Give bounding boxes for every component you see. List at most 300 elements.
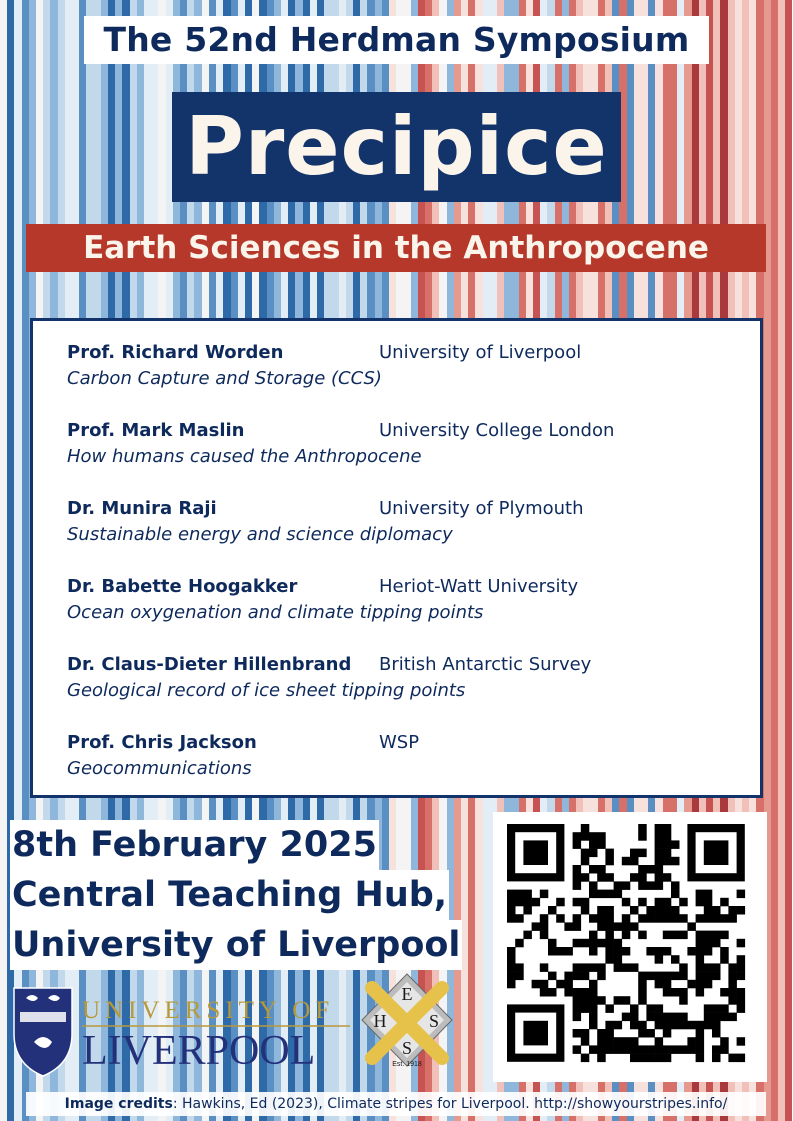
qr-module [614, 1037, 623, 1046]
qr-module [589, 840, 598, 849]
qr-module [597, 996, 606, 1005]
qr-module [737, 1037, 746, 1046]
speaker-talk-title: Carbon Capture and Storage (CCS) [67, 368, 382, 389]
qr-module [589, 890, 598, 899]
climate-stripe [0, 0, 7, 1121]
qr-module [663, 898, 672, 907]
qr-module [573, 1045, 582, 1054]
qr-module [671, 840, 680, 849]
event-subtitle: Earth Sciences in the Anthropocene [26, 224, 766, 272]
qr-module [564, 972, 573, 981]
qr-module [523, 840, 548, 865]
qr-module [638, 931, 647, 940]
qr-module [630, 1004, 639, 1013]
qr-module [663, 972, 672, 981]
qr-module [720, 1037, 729, 1046]
qr-module [515, 914, 524, 923]
qr-module [655, 955, 664, 964]
qr-module [696, 1037, 705, 1046]
qr-module [523, 898, 532, 907]
qr-module [564, 980, 573, 989]
qr-module [523, 1021, 548, 1046]
qr-module [663, 1045, 672, 1054]
qr-module [589, 1004, 598, 1013]
society-est-year: Est. 1918 [392, 1061, 422, 1068]
qr-module [581, 898, 590, 907]
qr-module [646, 865, 655, 874]
qr-module [646, 1054, 655, 1063]
university-wordmark-top: UNIVERSITY OF [82, 997, 335, 1024]
qr-module [696, 1045, 705, 1054]
event-venue-line2: University of Liverpool [10, 920, 462, 970]
qr-module [696, 972, 705, 981]
qr-module [663, 1054, 672, 1063]
qr-module [712, 906, 721, 915]
qr-module [556, 980, 565, 989]
speaker-talk-title: Geocommunications [67, 758, 252, 779]
image-credits-label: Image credits [64, 1096, 173, 1112]
qr-module [663, 857, 672, 866]
qr-module [655, 1004, 664, 1013]
qr-module [720, 947, 729, 956]
qr-module [540, 922, 549, 931]
qr-module [638, 996, 647, 1005]
qr-module [581, 873, 590, 882]
symposium-title: The 52nd Herdman Symposium [84, 16, 709, 64]
qr-module [704, 980, 713, 989]
qr-module [663, 849, 672, 858]
qr-module [737, 972, 746, 981]
speaker-name: Dr. Munira Raji [67, 498, 217, 519]
qr-module [704, 931, 713, 940]
qr-module [704, 963, 713, 972]
qr-module [622, 1037, 631, 1046]
qr-module [614, 947, 623, 956]
qr-module [589, 914, 598, 923]
qr-module [696, 898, 705, 907]
qr-module [655, 906, 664, 915]
qr-module [679, 898, 688, 907]
qr-module [655, 1021, 664, 1030]
qr-module [737, 906, 746, 915]
qr-module [655, 1054, 664, 1063]
qr-module [704, 1013, 713, 1022]
qr-module [581, 988, 590, 997]
qr-module [671, 1045, 680, 1054]
speaker-affiliation: WSP [379, 732, 420, 753]
qr-module [671, 1013, 680, 1022]
qr-module [638, 1029, 647, 1038]
qr-module [671, 881, 680, 890]
qr-module [622, 931, 631, 940]
qr-module [704, 1021, 713, 1030]
qr-module [663, 914, 672, 923]
qr-module [605, 914, 614, 923]
qr-module [671, 1021, 680, 1030]
qr-module [712, 1013, 721, 1022]
university-wordmark [82, 997, 350, 1074]
qr-module [540, 914, 549, 923]
qr-module [597, 906, 606, 915]
qr-module [638, 1021, 647, 1030]
qr-module [614, 881, 623, 890]
speaker-name: Prof. Mark Maslin [67, 420, 245, 441]
qr-module [638, 881, 647, 890]
qr-module [671, 972, 680, 981]
qr-module [597, 873, 606, 882]
qr-module [507, 972, 516, 981]
speaker-talk-title: Geological record of ice sheet tipping points [67, 680, 466, 701]
qr-module [679, 931, 688, 940]
qr-module [630, 1021, 639, 1030]
qr-module [573, 922, 582, 931]
image-credits-text: : Hawkins, Ed (2023), Climate stripes for Liverpool. http://showyourstripes.info/ [172, 1096, 728, 1112]
qr-module [523, 890, 532, 899]
qr-module [679, 988, 688, 997]
qr-module [655, 832, 664, 841]
qr-module [630, 1037, 639, 1046]
qr-module [597, 922, 606, 931]
qr-module [614, 890, 623, 899]
qr-module [605, 1021, 614, 1030]
qr-module [671, 906, 680, 915]
qr-module [638, 824, 647, 833]
qr-module [597, 865, 606, 874]
qr-module [655, 898, 664, 907]
qr-module [638, 898, 647, 907]
qr-module [597, 963, 606, 972]
qr-module [655, 840, 664, 849]
qr-module [655, 857, 664, 866]
qr-module [630, 849, 639, 858]
qr-module [622, 914, 631, 923]
qr-module [720, 931, 729, 940]
qr-module [704, 939, 713, 948]
qr-module [728, 914, 737, 923]
qr-module [687, 947, 696, 956]
qr-module [507, 955, 516, 964]
qr-module [737, 963, 746, 972]
qr-module [720, 1013, 729, 1022]
society-letter-bottom: S [401, 1038, 413, 1058]
qr-module [646, 1045, 655, 1054]
climate-stripe [771, 0, 778, 1121]
qr-module [679, 972, 688, 981]
qr-module [630, 873, 639, 882]
logos-row [12, 972, 482, 1078]
qr-module [638, 1045, 647, 1054]
qr-module [671, 890, 680, 899]
qr-module [622, 1045, 631, 1054]
qr-module [564, 947, 573, 956]
qr-module [597, 832, 606, 841]
qr-module [638, 972, 647, 981]
qr-module [671, 988, 680, 997]
society-letter-top: E [401, 984, 413, 1004]
qr-module [540, 988, 549, 997]
qr-module [573, 881, 582, 890]
qr-module [712, 931, 721, 940]
qr-module [679, 1021, 688, 1030]
qr-module [712, 963, 721, 972]
qr-module [589, 931, 598, 940]
qr-module [663, 1021, 672, 1030]
qr-module [728, 1054, 737, 1063]
qr-module [728, 996, 737, 1005]
qr-module [573, 1004, 582, 1013]
qr-module [573, 1013, 582, 1022]
qr-module [589, 939, 598, 948]
qr-module [581, 972, 590, 981]
qr-module [548, 939, 557, 948]
qr-module [655, 1013, 664, 1022]
qr-module [622, 898, 631, 907]
qr-module [622, 881, 631, 890]
qr-module [663, 947, 672, 956]
qr-module [720, 1045, 729, 1054]
qr-module [630, 1013, 639, 1022]
qr-module [712, 1045, 721, 1054]
qr-module [728, 963, 737, 972]
qr-module [663, 824, 672, 833]
qr-module [581, 824, 590, 833]
qr-module [655, 980, 664, 989]
qr-module [556, 947, 565, 956]
climate-stripe [785, 0, 792, 1121]
qr-module [622, 922, 631, 931]
qr-module [671, 931, 680, 940]
qr-module [696, 1021, 705, 1030]
qr-module [638, 914, 647, 923]
event-details [10, 820, 480, 970]
qr-module [720, 1004, 729, 1013]
qr-module [704, 906, 713, 915]
qr-module [597, 840, 606, 849]
qr-module [605, 947, 614, 956]
qr-module [614, 1045, 623, 1054]
qr-module [671, 914, 680, 923]
qr-module [548, 972, 557, 981]
qr-module [523, 931, 532, 940]
qr-module [737, 955, 746, 964]
qr-module [515, 963, 524, 972]
qr-module [507, 906, 516, 915]
qr-module [687, 1037, 696, 1046]
qr-module [704, 972, 713, 981]
qr-module [523, 906, 532, 915]
qr-module [638, 988, 647, 997]
qr-module [630, 857, 639, 866]
qr-module [655, 972, 664, 981]
qr-module [548, 988, 557, 997]
speaker-affiliation: Heriot-Watt University [379, 576, 579, 597]
qr-module [589, 1021, 598, 1030]
qr-module [663, 1029, 672, 1038]
qr-module [712, 1029, 721, 1038]
qr-module [605, 939, 614, 948]
qr-module [696, 890, 705, 899]
qr-module [687, 922, 696, 931]
qr-module [605, 1004, 614, 1013]
qr-module [507, 980, 516, 989]
qr-module [589, 849, 598, 858]
qr-code[interactable] [493, 812, 767, 1082]
qr-module [564, 988, 573, 997]
qr-module [614, 963, 623, 972]
speakers-panel [30, 318, 763, 798]
qr-module [638, 832, 647, 841]
qr-module [597, 939, 606, 948]
university-crest-icon [14, 988, 72, 1076]
qr-module [630, 1045, 639, 1054]
qr-module [605, 873, 614, 882]
qr-module [638, 980, 647, 989]
qr-module [663, 873, 672, 882]
qr-module [663, 980, 672, 989]
qr-module [646, 1013, 655, 1022]
qr-module [597, 1037, 606, 1046]
qr-module [638, 865, 647, 874]
qr-module [663, 906, 672, 915]
qr-module [515, 972, 524, 981]
qr-module [573, 939, 582, 948]
qr-module [573, 972, 582, 981]
qr-module [597, 1054, 606, 1063]
qr-module [663, 988, 672, 997]
qr-module [655, 1045, 664, 1054]
speaker-name: Dr. Babette Hoogakker [67, 576, 298, 597]
qr-module [581, 849, 590, 858]
qr-module [737, 890, 746, 899]
qr-module [614, 922, 623, 931]
qr-module [589, 980, 598, 989]
speaker-name: Dr. Claus-Dieter Hillenbrand [67, 654, 352, 675]
qr-module [671, 857, 680, 866]
qr-module [605, 922, 614, 931]
qr-module [696, 988, 705, 997]
qr-module [646, 972, 655, 981]
society-badge-icon [362, 974, 452, 1068]
qr-module [704, 947, 713, 956]
qr-module [589, 832, 598, 841]
qr-module [532, 922, 541, 931]
qr-module [696, 1029, 705, 1038]
qr-module [728, 980, 737, 989]
qr-module [712, 914, 721, 923]
university-wordmark-bottom: LIVERPOOL [82, 1028, 316, 1074]
qr-module [581, 1004, 590, 1013]
qr-module [655, 947, 664, 956]
qr-module [679, 914, 688, 923]
qr-module [704, 840, 729, 865]
qr-module [704, 890, 713, 899]
qr-module [655, 881, 664, 890]
qr-module [597, 890, 606, 899]
qr-module [720, 898, 729, 907]
qr-module [663, 931, 672, 940]
logos-graphic [12, 972, 482, 1078]
qr-module [737, 1004, 746, 1013]
qr-module [605, 1029, 614, 1038]
qr-module [548, 947, 557, 956]
speaker-talk-title: How humans caused the Anthropocene [67, 446, 422, 467]
qr-module [573, 988, 582, 997]
society-letter-left: H [373, 1011, 387, 1031]
qr-module [573, 1029, 582, 1038]
qr-module [646, 947, 655, 956]
qr-module [728, 906, 737, 915]
qr-module [679, 1045, 688, 1054]
qr-module [589, 947, 598, 956]
qr-module [589, 1045, 598, 1054]
qr-module [687, 1045, 696, 1054]
qr-module [646, 1004, 655, 1013]
image-credits [26, 1092, 766, 1116]
qr-module [696, 963, 705, 972]
qr-module [646, 881, 655, 890]
climate-stripe [778, 0, 785, 1121]
qr-module [597, 1045, 606, 1054]
qr-module [622, 996, 631, 1005]
qr-module [573, 873, 582, 882]
qr-module [573, 865, 582, 874]
qr-module [581, 996, 590, 1005]
qr-module [540, 931, 549, 940]
qr-module [712, 972, 721, 981]
qr-module [638, 873, 647, 882]
qr-module [663, 840, 672, 849]
speaker-affiliation: University of Plymouth [379, 498, 584, 519]
qr-module [630, 963, 639, 972]
qr-module [704, 898, 713, 907]
qr-module [622, 857, 631, 866]
qr-module [696, 939, 705, 948]
speaker-name: Prof. Chris Jackson [67, 732, 257, 753]
qr-module [630, 922, 639, 931]
qr-module [515, 890, 524, 899]
qr-module [712, 1004, 721, 1013]
qr-module [605, 1037, 614, 1046]
qr-module [638, 849, 647, 858]
qr-module [507, 898, 516, 907]
qr-module [540, 890, 549, 899]
qr-module [704, 914, 713, 923]
qr-module [589, 865, 598, 874]
qr-module [605, 857, 614, 866]
qr-module [507, 890, 516, 899]
qr-module [581, 1054, 590, 1063]
speaker-affiliation: University College London [379, 420, 615, 441]
qr-module [597, 1029, 606, 1038]
qr-module [720, 988, 729, 997]
event-headline: Precipice [172, 92, 621, 202]
qr-module [581, 906, 590, 915]
qr-code-graphic [493, 812, 767, 1082]
qr-module [712, 939, 721, 948]
qr-module [655, 865, 664, 874]
qr-module [605, 849, 614, 858]
qr-module [507, 963, 516, 972]
qr-module [556, 898, 565, 907]
qr-module [737, 996, 746, 1005]
qr-module [515, 898, 524, 907]
speaker-affiliation: University of Liverpool [379, 342, 582, 363]
qr-module [507, 947, 516, 956]
qr-module [589, 881, 598, 890]
qr-module [581, 857, 590, 866]
qr-module [573, 898, 582, 907]
qr-module [646, 914, 655, 923]
